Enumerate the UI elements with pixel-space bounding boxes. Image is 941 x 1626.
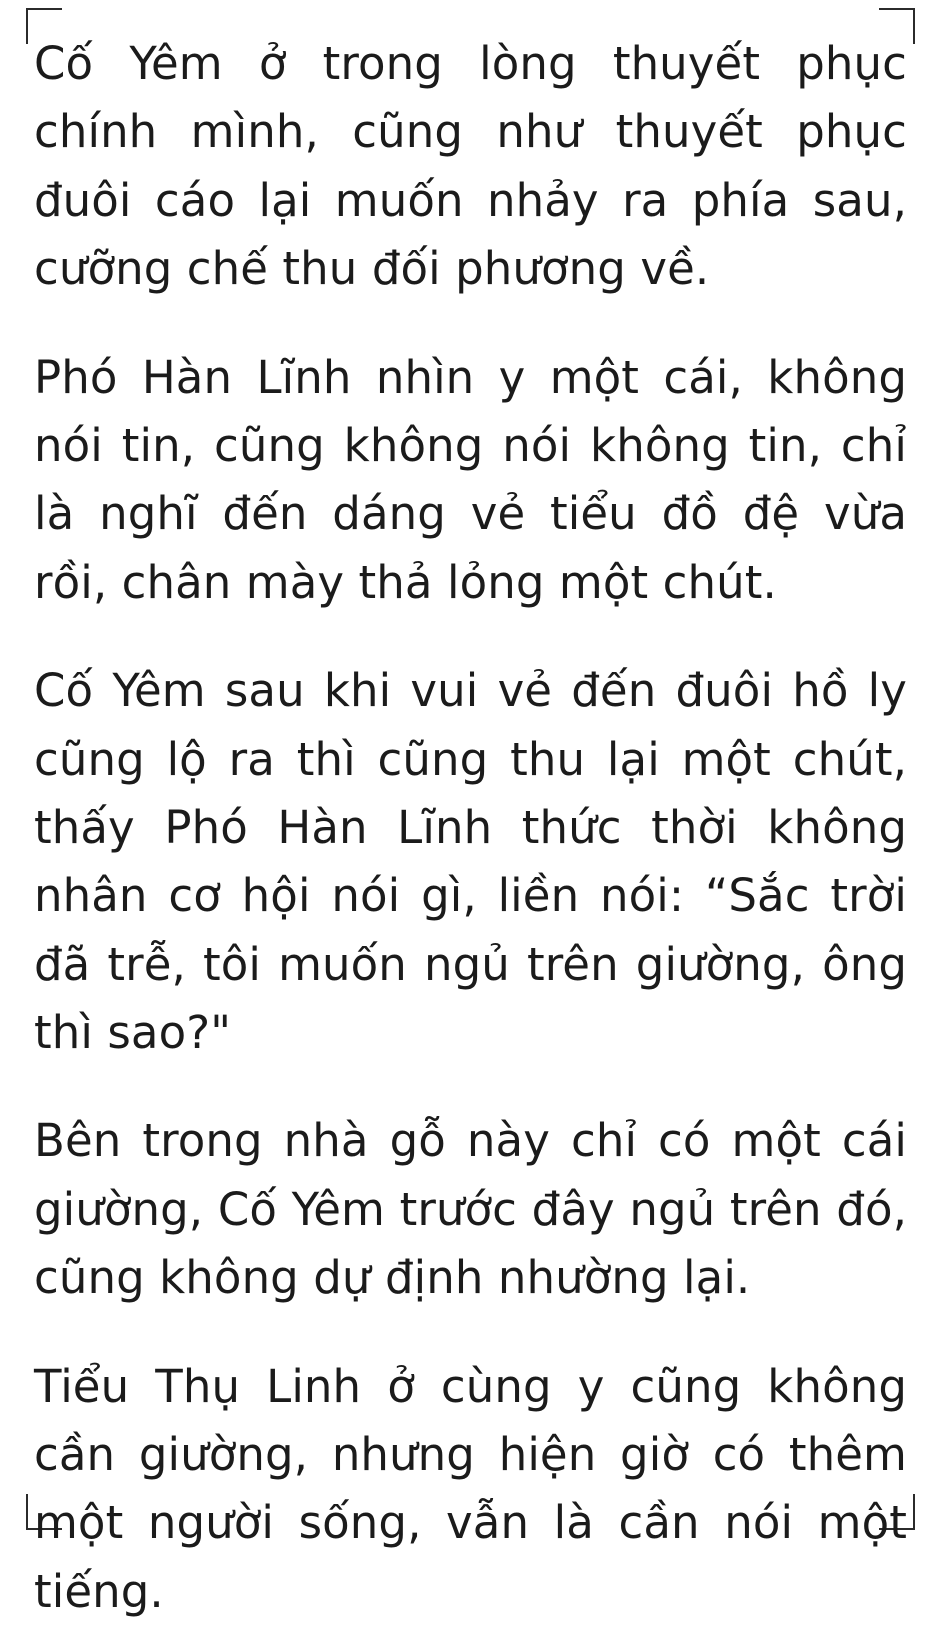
paragraph: Bên trong nhà gỗ này chỉ có một cái giường, Cố Yêm trước đây ngủ trên đó, cũng không dự định nhường lại.: [34, 1114, 907, 1305]
paragraph: Tiểu Thụ Linh ở cùng y cũng không cần giường, nhưng hiện giờ có thêm một người sống, vẫn là cần nói một tiếng.: [34, 1359, 907, 1618]
page-body: [34, 30, 907, 1618]
paragraph: Cố Yêm sau khi vui vẻ đến đuôi hồ ly cũng lộ ra thì cũng thu lại một chút, thấy Phó Hàn Lĩnh thức thời không nhân cơ hội nói gì, liền nói: “Sắc trời đã trễ, tôi muốn ngủ trên giường, ông thì sao?": [34, 664, 907, 1060]
paragraph: Phó Hàn Lĩnh nhìn y một cái, không nói tin, cũng không nói không tin, chỉ là nghĩ đến dáng vẻ tiểu đồ đệ vừa rồi, chân mày thả lỏng một chút.: [34, 350, 907, 609]
paragraph: Cố Yêm ở trong lòng thuyết phục chính mình, cũng như thuyết phục đuôi cáo lại muốn nhảy ra phía sau, cưỡng chế thu đối phương về.: [34, 37, 907, 296]
